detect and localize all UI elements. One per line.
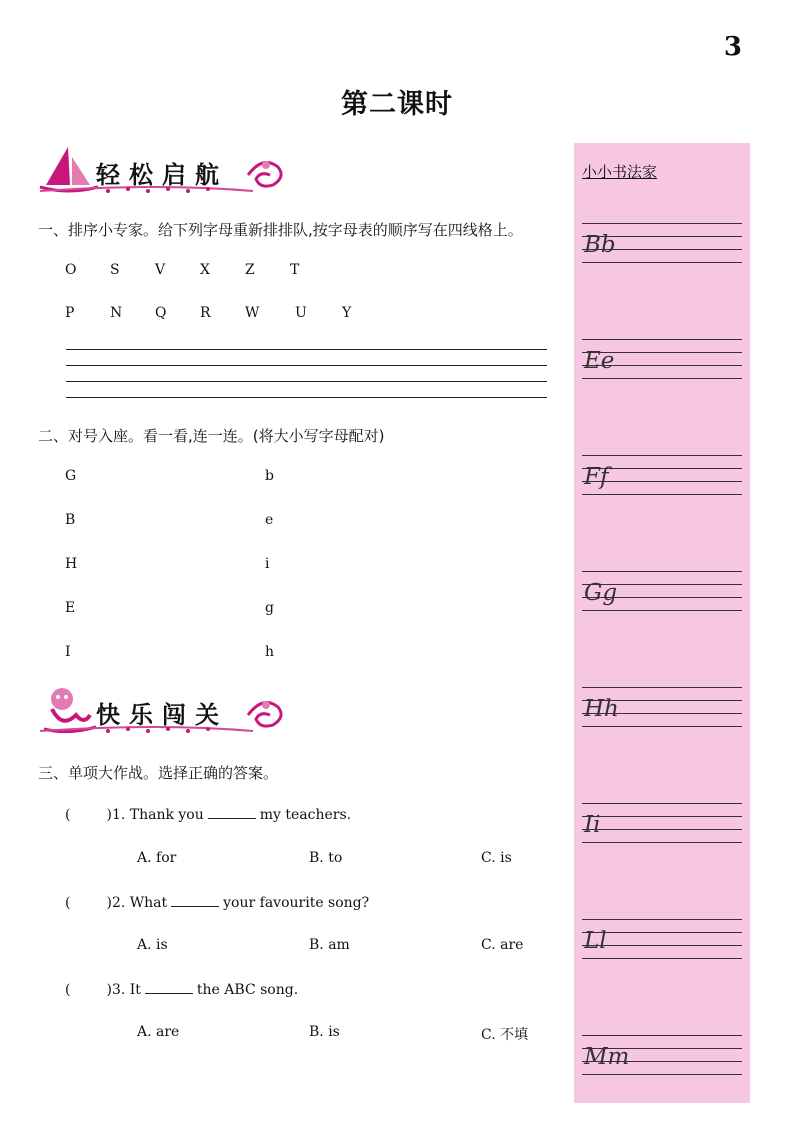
match-right-item[interactable]: e [265,512,274,528]
calligraphy-practice-block[interactable] [582,687,742,727]
calligraphy-practice-block[interactable] [582,1035,742,1075]
match-left-item[interactable]: I [65,644,71,660]
letter-pair: Mm [584,1044,630,1070]
banner-title: 快乐闯关 [96,701,228,729]
calligraphy-practice-block[interactable] [582,919,742,959]
question-text-before: What [129,895,168,911]
letter: O [65,262,77,278]
question-1-heading: 一、排序小专家。给下列字母重新排排队,按字母表的顺序写在四线格上。 [38,221,523,239]
option-c[interactable]: C. 不填 [481,1027,529,1043]
letter: P [65,305,75,321]
answer-paren-close: ) [106,807,112,823]
calligraphy-practice-block[interactable] [582,571,742,611]
answer-paren-close: ) [106,982,112,998]
banner-title: 轻松启航 [96,161,228,189]
calligraphy-practice-block[interactable] [582,803,742,843]
letter-pair: Ee [584,348,615,374]
letter-pair: Ll [584,928,607,954]
letter: V [155,262,166,278]
match-left-item[interactable]: E [65,600,76,616]
letter: U [295,305,307,321]
option-a[interactable]: A. for [137,850,177,866]
letter-pair: Bb [584,232,616,258]
option-c[interactable]: C. is [481,850,512,866]
option-c[interactable]: C. are [481,937,524,953]
letter-pair: Ff [584,464,609,490]
calligraphy-title: 小小书法家 [582,163,658,181]
section-banner-start [38,145,288,195]
mc-question-2 [65,894,369,911]
letter-pair: Hh [584,696,619,722]
match-right-item[interactable]: i [265,556,270,572]
letter: Y [342,305,352,321]
letter: N [110,305,123,321]
question-number: 3. [111,982,126,998]
letter: R [200,305,211,321]
question-text-before: Thank you [129,807,204,823]
option-b[interactable]: B. am [309,937,350,953]
answer-paren-open[interactable]: ( [65,807,71,823]
page-number: 3 [723,32,742,62]
option-a[interactable]: A. are [137,1024,180,1040]
letter: Q [155,305,167,321]
letter: T [290,262,300,278]
option-a[interactable]: A. is [137,937,168,953]
guide-line [66,381,547,382]
match-left-item[interactable]: H [65,556,78,572]
letter-pair: Gg [584,580,618,606]
calligraphy-practice-block[interactable] [582,223,742,263]
match-left-item[interactable]: B [65,512,76,528]
question-text-after: your favourite song? [223,895,370,911]
fill-blank [145,981,193,994]
answer-paren-open[interactable]: ( [65,982,71,998]
question-number: 1. [111,807,126,823]
section-banner-challenge [38,685,288,735]
mc-question-1 [65,806,351,823]
option-b[interactable]: B. is [309,1024,340,1040]
guide-line [66,397,547,398]
answer-paren-close: ) [106,895,112,911]
letter-pair: Ii [584,812,601,838]
fill-blank [171,894,219,907]
guide-line [66,365,547,366]
answer-paren-open[interactable]: ( [65,895,71,911]
calligraphy-practice-block[interactable] [582,455,742,495]
letter: S [110,262,120,278]
question-text-after: the ABC song. [196,982,299,998]
calligraphy-panel [574,143,750,1103]
question-number: 2. [111,895,126,911]
question-2-heading: 二、对号入座。看一看,连一连。(将大小写字母配对) [38,427,385,445]
question-text-before: It [129,982,141,998]
match-right-item[interactable]: b [265,468,274,484]
fill-blank [208,806,256,819]
guide-line [66,349,547,350]
option-b[interactable]: B. to [309,850,343,866]
letter: W [245,305,260,321]
calligraphy-practice-block[interactable] [582,339,742,379]
mc-question-3 [65,981,298,998]
letter: X [200,262,210,278]
page-title: 第二课时 [341,89,453,120]
letter: Z [245,262,255,278]
match-right-item[interactable]: g [265,600,274,616]
question-3-heading: 三、单项大作战。选择正确的答案。 [38,764,279,782]
question-text-after: my teachers. [259,807,352,823]
match-left-item[interactable]: G [65,468,77,484]
match-right-item[interactable]: h [265,644,275,660]
